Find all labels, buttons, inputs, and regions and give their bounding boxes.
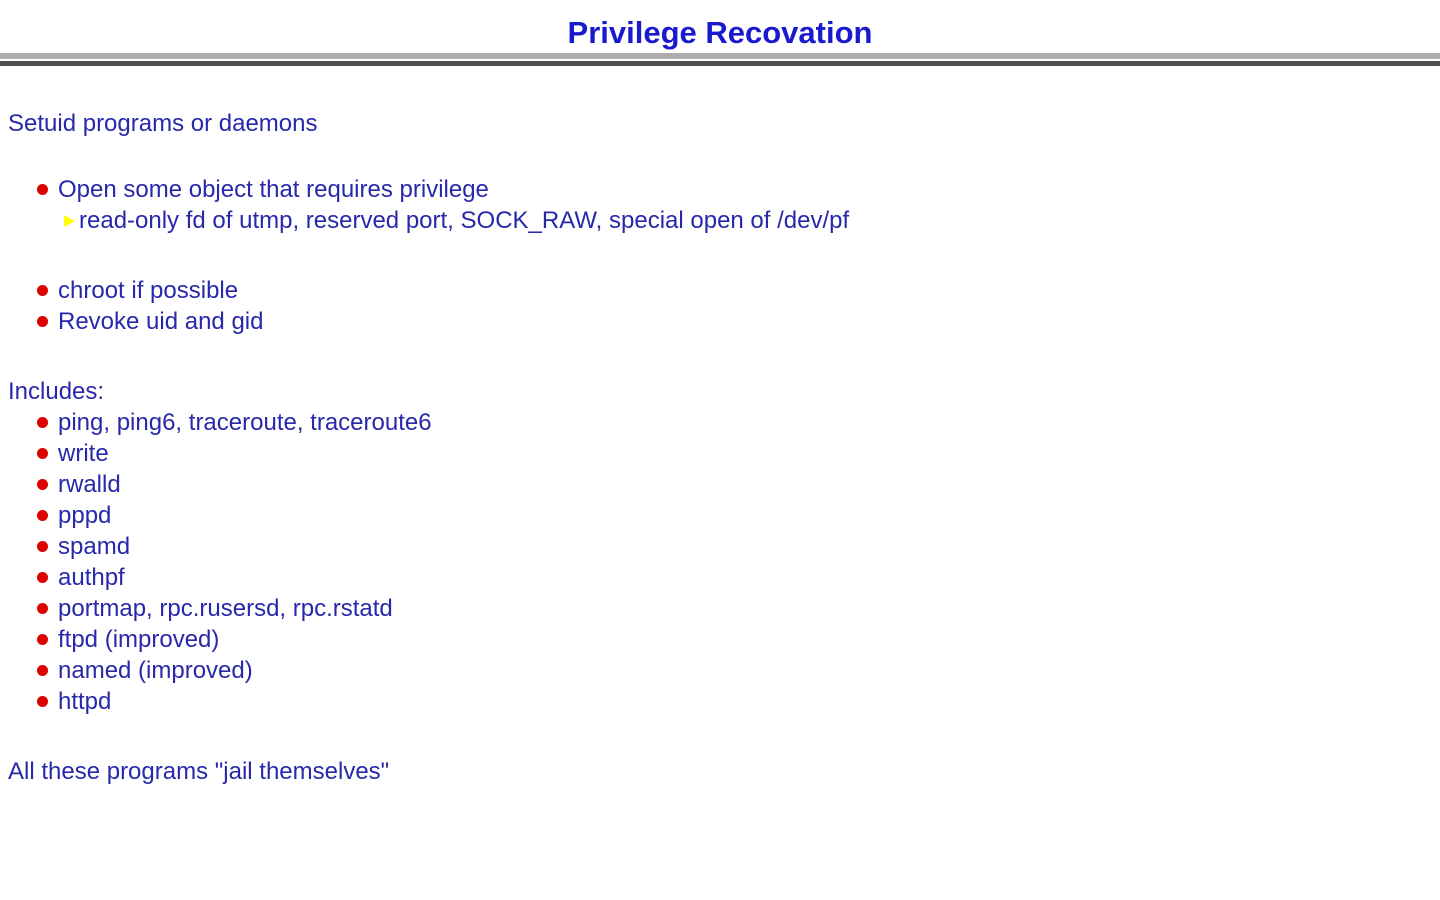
list-item	[8, 275, 1440, 306]
list-item-text: ftpd (improved)	[58, 626, 220, 653]
includes-label: Includes:	[8, 378, 105, 405]
privilege-steps-list-2	[8, 275, 1440, 337]
bullet-icon	[37, 479, 48, 490]
list-item-text: pppd	[58, 502, 112, 529]
list-item	[8, 562, 1440, 593]
intro-text: Setuid programs or daemons	[8, 110, 318, 137]
list-item-text: chroot if possible	[58, 277, 239, 304]
list-item-text: portmap, rpc.rusersd, rpc.rstatd	[58, 595, 393, 622]
closing-statement: All these programs "jail themselves"	[8, 758, 390, 785]
slide-body	[0, 108, 1440, 787]
list-subitem	[8, 205, 1440, 236]
list-item-text: Open some object that requires privilege	[58, 176, 489, 203]
list-item-text: write	[58, 440, 109, 467]
bullet-icon	[37, 285, 48, 296]
bullet-icon	[37, 541, 48, 552]
list-item-text: ping, ping6, traceroute, traceroute6	[58, 409, 432, 436]
list-item	[8, 655, 1440, 686]
list-item	[8, 438, 1440, 469]
list-item-text: Revoke uid and gid	[58, 308, 264, 335]
list-item	[8, 686, 1440, 717]
bullet-icon	[37, 184, 48, 195]
list-item-text: rwalld	[58, 471, 121, 498]
triangle-bullet-icon	[64, 215, 75, 227]
bullet-icon	[37, 696, 48, 707]
page-title: Privilege Recovation	[567, 15, 873, 50]
list-item-text: named (improved)	[58, 657, 253, 684]
bullet-icon	[37, 665, 48, 676]
bullet-icon	[37, 634, 48, 645]
list-item	[8, 306, 1440, 337]
list-item	[8, 624, 1440, 655]
title-rule	[0, 53, 1440, 66]
list-item	[8, 593, 1440, 624]
list-item-text: authpf	[58, 564, 125, 591]
list-subitem-text: read-only fd of utmp, reserved port, SOCK_RAW, special open of /dev/pf	[79, 207, 850, 234]
list-item-text: spamd	[58, 533, 131, 560]
list-item	[8, 469, 1440, 500]
rule-dark-bar	[0, 61, 1440, 66]
slide-header	[0, 0, 1440, 53]
privilege-steps-list	[8, 174, 1440, 236]
includes-list	[8, 407, 1440, 717]
list-item	[8, 500, 1440, 531]
bullet-icon	[37, 448, 48, 459]
list-item-text: httpd	[58, 688, 112, 715]
bullet-icon	[37, 603, 48, 614]
bullet-icon	[37, 572, 48, 583]
bullet-icon	[37, 510, 48, 521]
bullet-icon	[37, 417, 48, 428]
list-item	[8, 531, 1440, 562]
list-item	[8, 174, 1440, 205]
list-item	[8, 407, 1440, 438]
bullet-icon	[37, 316, 48, 327]
